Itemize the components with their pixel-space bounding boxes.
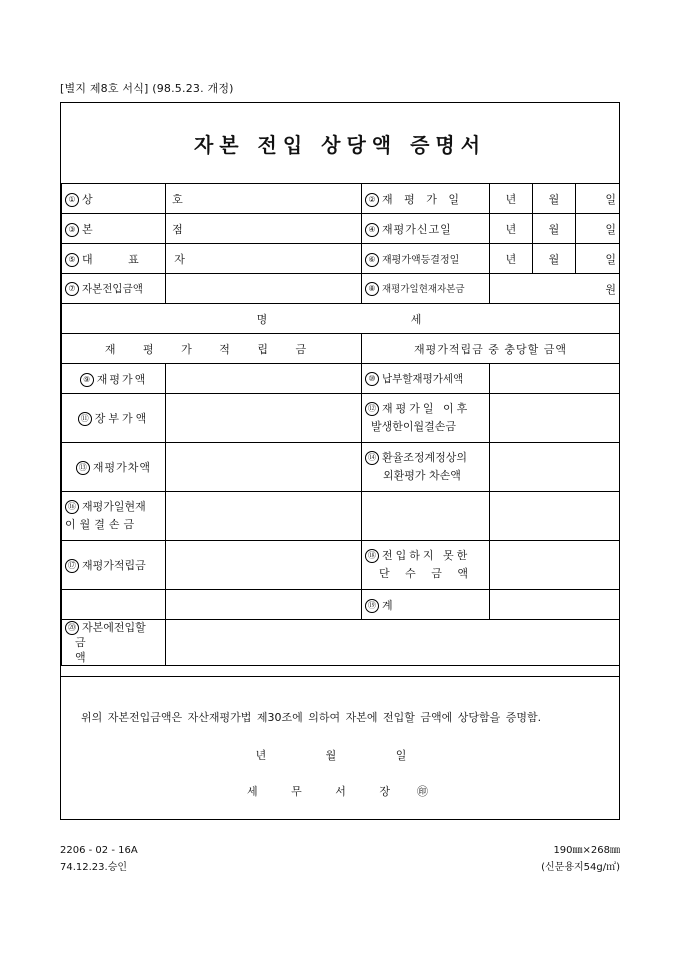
num-1: ①	[65, 193, 79, 207]
field-month[interactable]: 월	[533, 244, 576, 274]
footer-right	[541, 842, 620, 876]
field-total[interactable]	[490, 590, 620, 620]
field-day[interactable]: 일	[576, 244, 620, 274]
tax-office-chief: 세 무 서 장	[247, 785, 405, 798]
left-section-title: 재 평 가 적 립 금	[62, 334, 362, 364]
field-capital-transfer[interactable]	[166, 274, 362, 304]
field-month[interactable]: 월	[533, 214, 576, 244]
footer-left	[60, 842, 138, 876]
blank-right-field[interactable]	[490, 492, 620, 541]
row-11-12	[62, 394, 620, 443]
num-19: ⑲	[365, 599, 379, 613]
form-header: [별지 제8호 서식] (98.5.23. 개정)	[60, 82, 234, 95]
row-4	[62, 274, 620, 304]
field-fractional-amount[interactable]	[490, 541, 620, 590]
label-revaluation-tax: ⑩ 납부할재평가세액	[362, 364, 490, 394]
label-loss-carryforward: ⑯ 재평가일현재 이월결손금	[62, 492, 166, 541]
label-fractional-amount: ⑱ 전입하지 못한 단 수 금 액	[362, 541, 490, 590]
label-revaluation-date: ② 재 평 가 일	[362, 184, 490, 214]
row-19	[62, 590, 620, 620]
field-year[interactable]: 년	[490, 244, 533, 274]
row-1	[62, 184, 620, 214]
label-book-value: ⑪ 장부가액	[62, 394, 166, 443]
row-17-18	[62, 541, 620, 590]
certificate-form	[60, 102, 620, 820]
row-9-10	[62, 364, 620, 394]
field-revaluation-reserve[interactable]	[166, 541, 362, 590]
num-20: ⑳	[65, 621, 79, 635]
label-representative: ⑤ 대 표 자	[62, 244, 166, 274]
num-3: ③	[65, 223, 79, 237]
num-17: ⑰	[65, 559, 79, 573]
field-book-value[interactable]	[166, 394, 362, 443]
field-capital-at-date[interactable]: 원	[490, 274, 620, 304]
label-head-office: ③ 본 점	[62, 214, 166, 244]
label-capital-amount: ⑳ 자본에전입할 금 액	[62, 620, 166, 666]
label-report-date: ④ 재평가신고일	[362, 214, 490, 244]
row-20	[62, 620, 620, 666]
approval-date: 74.12.23.승인	[60, 862, 128, 873]
row-2	[62, 214, 620, 244]
field-revaluation-tax[interactable]	[490, 364, 620, 394]
label-revaluation-diff: ⑬ 재평가차액	[62, 443, 166, 492]
seal-icon: ㊞	[417, 785, 428, 798]
num-18: ⑱	[365, 549, 379, 563]
certification-block	[61, 676, 619, 820]
row-16	[62, 492, 620, 541]
num-14: ⑭	[365, 451, 379, 465]
field-capital-amount[interactable]	[166, 620, 620, 666]
blank-right-label	[362, 492, 490, 541]
num-5: ⑤	[65, 253, 79, 267]
label-trade-name: ① 상 호	[62, 184, 166, 214]
label-revaluation-reserve: ⑰ 재평가적립금	[62, 541, 166, 590]
label-total: ⑲ 계	[362, 590, 490, 620]
field-revaluation-amount[interactable]	[166, 364, 362, 394]
num-8: ⑧	[365, 282, 379, 296]
form-code: 2206 - 02 - 16A	[60, 845, 138, 856]
label-decision-date: ⑥ 재평가액등결정일	[362, 244, 490, 274]
num-10: ⑩	[365, 372, 379, 386]
paper-size: 190㎜×268㎜	[553, 845, 620, 856]
field-day[interactable]: 일	[576, 184, 620, 214]
form-title: 자본 전입 상당액 증명서	[193, 132, 487, 157]
num-7: ⑦	[65, 282, 79, 296]
field-loss-after-date[interactable]	[490, 394, 620, 443]
blank-left-label	[62, 590, 166, 620]
field-fx-loss[interactable]	[490, 443, 620, 492]
blank-left-field[interactable]	[166, 590, 362, 620]
num-12: ⑫	[365, 402, 379, 416]
label-capital-at-date: ⑧ 재평가일현재자본금	[362, 274, 490, 304]
paper-type: (신문용지54g/㎡)	[541, 862, 620, 873]
label-capital-transfer: ⑦ 자본전입금액	[62, 274, 166, 304]
certification-text: 위의 자본전입금액은 자산재평가법 제30조에 의하여 자본에 전입할 금액에 상당함을 증명함.	[81, 711, 542, 724]
field-loss-carryforward[interactable]	[166, 492, 362, 541]
detail-header: 명 세	[62, 304, 620, 334]
field-month[interactable]: 월	[533, 184, 576, 214]
detail-header-row	[62, 304, 620, 334]
row-13-14	[62, 443, 620, 492]
label-revaluation-amount: ⑨ 재평가액	[62, 364, 166, 394]
num-16: ⑯	[65, 500, 79, 514]
section-header-row	[62, 334, 620, 364]
num-9: ⑨	[80, 373, 94, 387]
right-section-title: 재평가적립금 중 충당할 금액	[362, 334, 620, 364]
field-year[interactable]: 년	[490, 184, 533, 214]
label-loss-after-date: ⑫ 재평가일 이후 발생한이월결손금	[362, 394, 490, 443]
issue-date[interactable]: 년 월 일	[255, 749, 425, 762]
num-2: ②	[365, 193, 379, 207]
field-revaluation-diff[interactable]	[166, 443, 362, 492]
label-fx-loss: ⑭ 환율조정계정상의 외환평가 차손액	[362, 443, 490, 492]
num-11: ⑪	[78, 412, 92, 426]
num-4: ④	[365, 223, 379, 237]
field-year[interactable]: 년	[490, 214, 533, 244]
form-table	[61, 183, 620, 666]
num-6: ⑥	[365, 253, 379, 267]
row-3	[62, 244, 620, 274]
field-day[interactable]: 일	[576, 214, 620, 244]
num-13: ⑬	[76, 461, 90, 475]
